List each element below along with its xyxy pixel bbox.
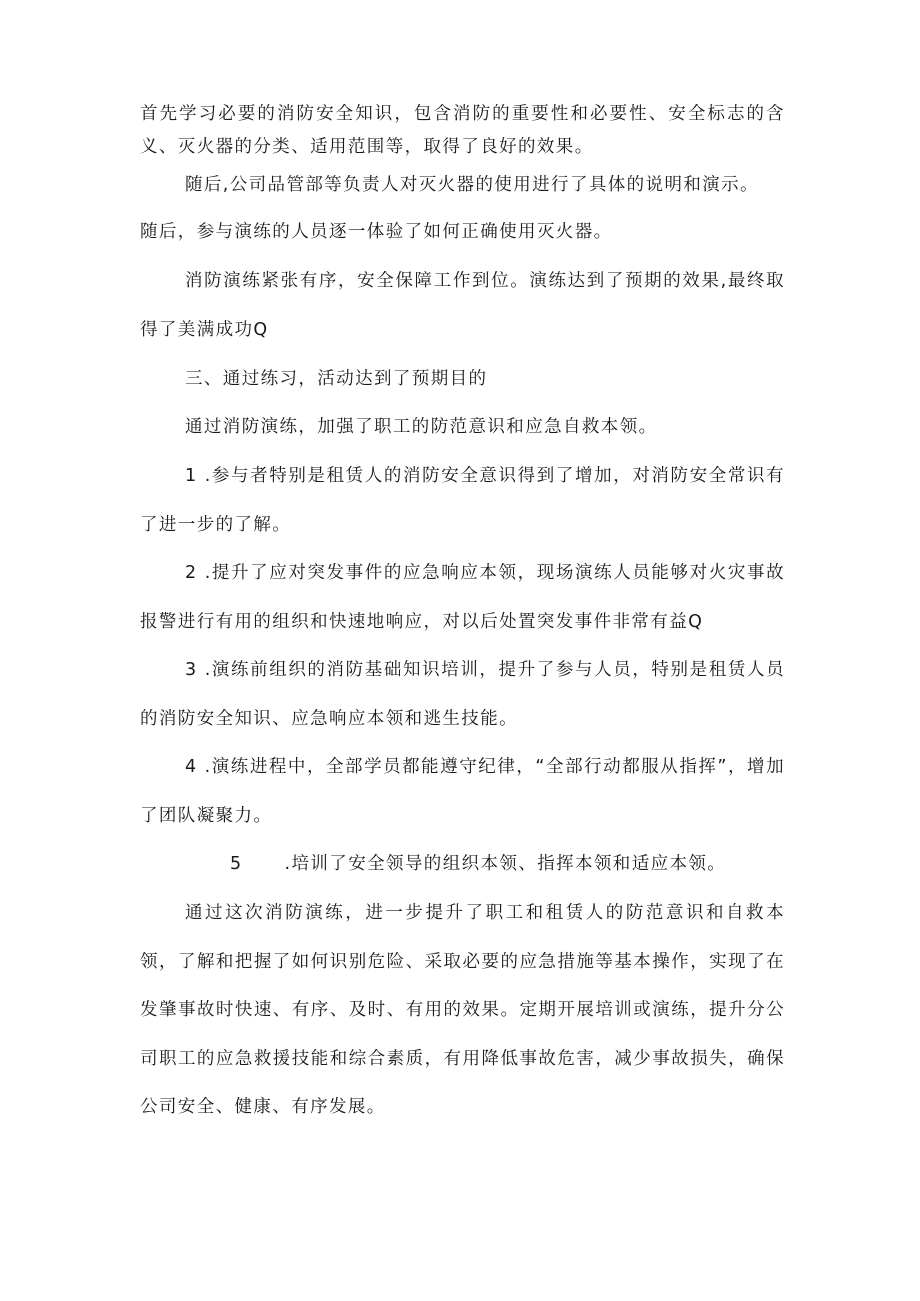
list-item-5-text: .培训了安全领导的组织本领、指挥本领和适应本领。: [284, 854, 727, 874]
list-item-5: [140, 840, 785, 889]
list-item-4: 4 .演练进程中，全部学员都能遵守纪律，“全部行动都服从指挥”，增加了团队凝聚力。: [140, 757, 785, 826]
paragraph-awareness: 通过消防演练，加强了职工的防范意识和应急自救本领。: [185, 417, 658, 437]
paragraph-conclusion: 通过这次消防演练，进一步提升了职工和租赁人的防范意识和自救本领，了解和把握了如何识别危险、采取必要的应急措施等基本操作，实现了在发肇事故时快速、有序、及时、有用的效果。定期开展培训或演练，提升分公司职工的应急救援技能和综合素质，有用降低事故危害，减少事故损失，确保公司安全、健康、有序发展。: [140, 903, 785, 1117]
list-item-2: 2 .提升了应对突发事件的应急响应本领，现场演练人员能够对火灾事故报警进行有用的组织和快速地响应，对以后处置突发事件非常有益Q: [140, 563, 785, 632]
list-item-1: 1 .参与者特别是租赁人的消防安全意识得到了增加，对消防安全常识有了进一步的了解。: [140, 466, 785, 535]
paragraph-extinguisher-practice: 随后，参与演练的人员逐一体验了如何正确使用灭火器。: [140, 222, 613, 242]
paragraph-drill-success: 消防演练紧张有序，安全保障工作到位。演练达到了预期的效果,最终取得了美满成功Q: [140, 271, 785, 340]
section-heading-three: 三、通过练习，活动达到了预期目的: [185, 369, 488, 389]
paragraph-extinguisher-demo: 随后,公司品管部等负责人对灭火器的使用进行了具体的说明和演示。: [185, 175, 759, 195]
list-item-3: 3 .演练前组织的消防基础知识培训，提升了参与人员，特别是租赁人员的消防安全知识、应急响应本领和逃生技能。: [140, 660, 785, 729]
list-item-5-number: 5: [230, 854, 243, 874]
paragraph-fire-knowledge: 首先学习必要的消防安全知识，包含消防的重要性和必要性、安全标志的含义、灭火器的分类、适用范围等，取得了良好的效果。: [140, 104, 785, 157]
